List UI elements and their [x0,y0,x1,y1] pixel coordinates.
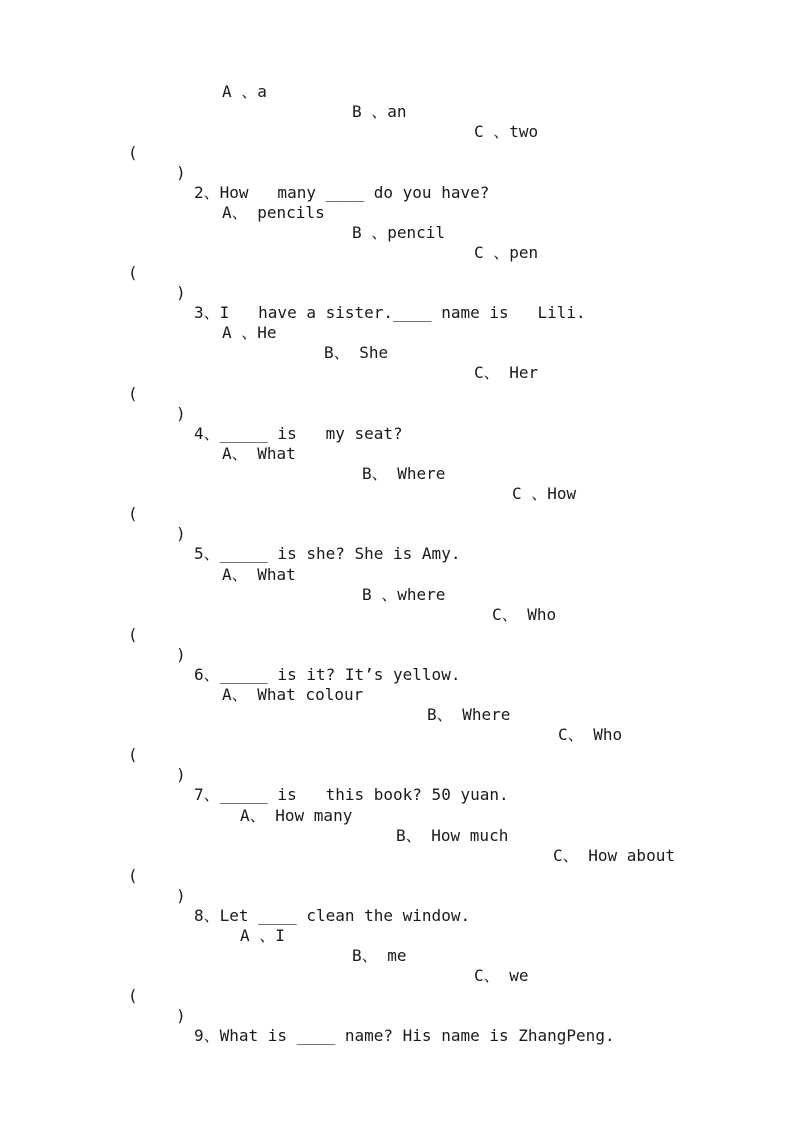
question-8 [0,846,700,925]
question-text: 5、_____ is she? She is Amy. [194,544,461,563]
question-text: 2、How many ____ do you have? [194,183,490,202]
q5-option-b[interactable]: B 、where [362,585,446,604]
q1-option-c[interactable]: C 、two [474,122,539,141]
question-7 [0,725,700,804]
answer-blank-open[interactable]: ( [128,986,138,1005]
question-2 [0,123,700,202]
answer-blank-close[interactable]: ) [176,765,186,784]
question-text: 6、_____ is it? It’s yellow. [194,665,461,684]
q2-option-c[interactable]: C 、pen [474,243,539,262]
q1-option-a[interactable]: A 、a [222,82,267,101]
question-text: 3、I have a sister.____ name is Lili. [194,303,586,322]
answer-blank-open[interactable]: ( [128,263,138,282]
question-3 [0,243,700,322]
answer-blank-open[interactable]: ( [128,384,138,403]
answer-blank-open[interactable]: ( [128,866,138,885]
answer-blank-close[interactable]: ) [176,283,186,302]
q7-option-c[interactable]: C、 How about [553,846,675,865]
q6-option-c[interactable]: C、 Who [558,725,623,744]
q1-option-b[interactable]: B 、an [352,102,407,121]
answer-blank-open[interactable]: ( [128,504,138,523]
q6-option-b[interactable]: B、 Where [427,705,511,724]
q5-option-a[interactable]: A、 What [222,565,296,584]
question-9 [0,966,700,1045]
q3-option-c[interactable]: C、 Her [474,363,539,382]
answer-blank-open[interactable]: ( [128,625,138,644]
question-5 [0,484,700,563]
question-6 [0,605,700,684]
q4-option-a[interactable]: A、 What [222,444,296,463]
q7-option-b[interactable]: B、 How much [396,826,509,845]
answer-blank-open[interactable]: ( [128,143,138,162]
answer-blank-close[interactable]: ) [176,404,186,423]
q5-option-c[interactable]: C、 Who [492,605,557,624]
answer-blank-open[interactable]: ( [128,745,138,764]
answer-blank-close[interactable]: ) [176,886,186,905]
q2-option-a[interactable]: A、 pencils [222,203,325,222]
q8-option-b[interactable]: B、 me [352,946,407,965]
question-text: 8、Let ____ clean the window. [194,906,471,925]
answer-blank-close[interactable]: ) [176,1006,186,1025]
question-text: 9、What is ____ name? His name is ZhangPeng. [194,1026,615,1045]
question-text: 4、_____ is my seat? [194,424,403,443]
q7-option-a[interactable]: A、 How many [240,806,353,825]
q6-option-a[interactable]: A、 What colour [222,685,364,704]
answer-blank-close[interactable]: ) [176,524,186,543]
q2-option-b[interactable]: B 、pencil [352,223,446,242]
q1-options-row [0,62,539,141]
q3-option-a[interactable]: A 、He [222,323,277,342]
answer-blank-close[interactable]: ) [176,645,186,664]
answer-blank-close[interactable]: ) [176,163,186,182]
q8-option-a[interactable]: A 、I [240,926,285,945]
question-text: 7、_____ is this book? 50 yuan. [194,785,509,804]
question-4 [0,364,700,443]
q4-option-c[interactable]: C 、How [512,484,577,503]
q3-option-b[interactable]: B、 She [324,343,389,362]
q4-option-b[interactable]: B、 Where [362,464,446,483]
q8-option-c[interactable]: C、 we [474,966,529,985]
